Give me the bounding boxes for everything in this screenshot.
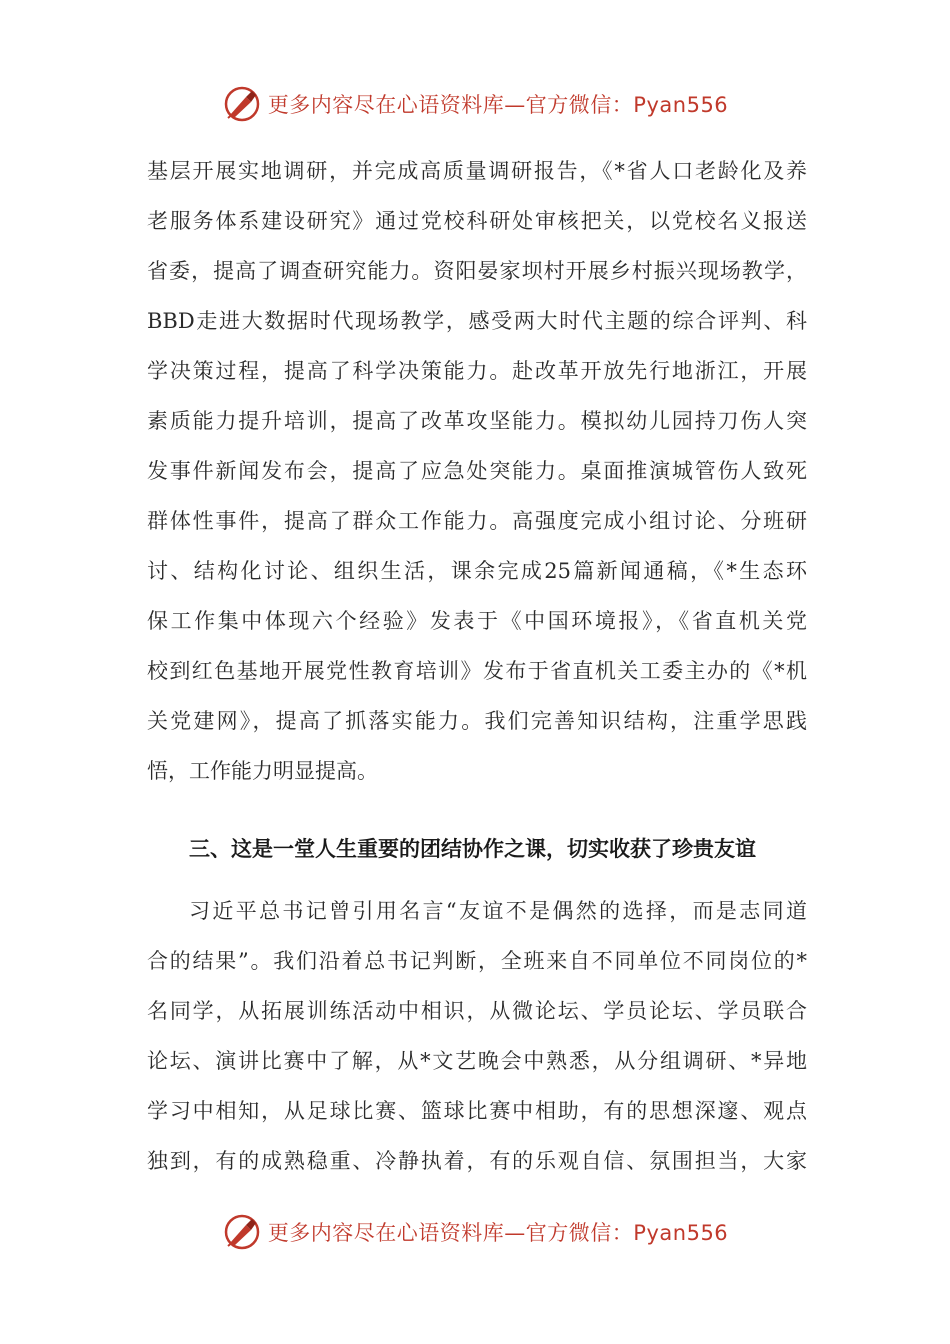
header-watermark-banner <box>0 82 950 126</box>
text-line: 悟，工作能力明显提高。 <box>147 759 378 783</box>
text-line: 论坛、演讲比赛中了解，从*文艺晚会中熟悉，从分组调研、*异地 <box>147 1049 807 1073</box>
text-line: 习近平总书记曾引用名言“友谊不是偶然的选择，而是志同道 <box>189 899 807 923</box>
text-line: 省委，提高了调查研究能力。资阳晏家坝村开展乡村振兴现场教学， <box>147 259 807 283</box>
text-line: 讨、结构化讨论、组织生活，课余完成25篇新闻通稿，《*生态环 <box>147 559 807 583</box>
spacer <box>147 796 807 824</box>
spacer <box>147 874 807 886</box>
text-line: BBD走进大数据时代现场教学，感受两大时代主题的综合评判、科 <box>147 309 807 333</box>
watermark-text: 更多内容尽在心语资料库—官方微信：Pyan556 <box>267 93 729 117</box>
text-line: 保工作集中体现六个经验》发表于《中国环境报》，《省直机关党 <box>147 609 807 633</box>
text-line: 素质能力提升培训，提高了改革攻坚能力。模拟幼儿园持刀伤人突 <box>147 409 807 433</box>
text-line: 基层开展实地调研，并完成高质量调研报告，《*省人口老龄化及养 <box>147 159 807 183</box>
text-line: 合的结果”。我们沿着总书记判断，全班来自不同单位不同岗位的* <box>147 949 807 973</box>
watermark-text: 更多内容尽在心语资料库—官方微信：Pyan556 <box>267 1221 729 1245</box>
pen-nib-circle-icon <box>222 1212 262 1252</box>
text-line: 发事件新闻发布会，提高了应急处突能力。桌面推演城管伤人致死 <box>147 459 807 483</box>
text-line: 校到红色基地开展党性教育培训》发布于省直机关工委主办的《*机 <box>147 659 807 683</box>
pen-nib-circle-icon <box>222 84 262 124</box>
section-heading: 三、这是一堂人生重要的团结协作之课，切实收获了珍贵友谊 <box>189 836 756 861</box>
text-line: 学习中相知，从足球比赛、篮球比赛中相助，有的思想深邃、观点 <box>147 1099 807 1123</box>
footer-watermark-banner <box>0 1210 950 1254</box>
paragraph-2 <box>147 886 807 1186</box>
text-line: 独到，有的成熟稳重、冷静执着，有的乐观自信、氛围担当，大家 <box>147 1149 807 1173</box>
text-line: 名同学，从拓展训练活动中相识，从微论坛、学员论坛、学员联合 <box>147 999 807 1023</box>
paragraph-1 <box>147 146 807 796</box>
text-line: 学决策过程，提高了科学决策能力。赴改革开放先行地浙江，开展 <box>147 359 807 383</box>
text-line: 群体性事件，提高了群众工作能力。高强度完成小组讨论、分班研 <box>147 509 807 533</box>
document-body <box>147 146 807 1186</box>
text-line: 关党建网》，提高了抓落实能力。我们完善知识结构，注重学思践 <box>147 709 807 733</box>
text-line: 老服务体系建设研究》通过党校科研处审核把关，以党校名义报送 <box>147 209 807 233</box>
